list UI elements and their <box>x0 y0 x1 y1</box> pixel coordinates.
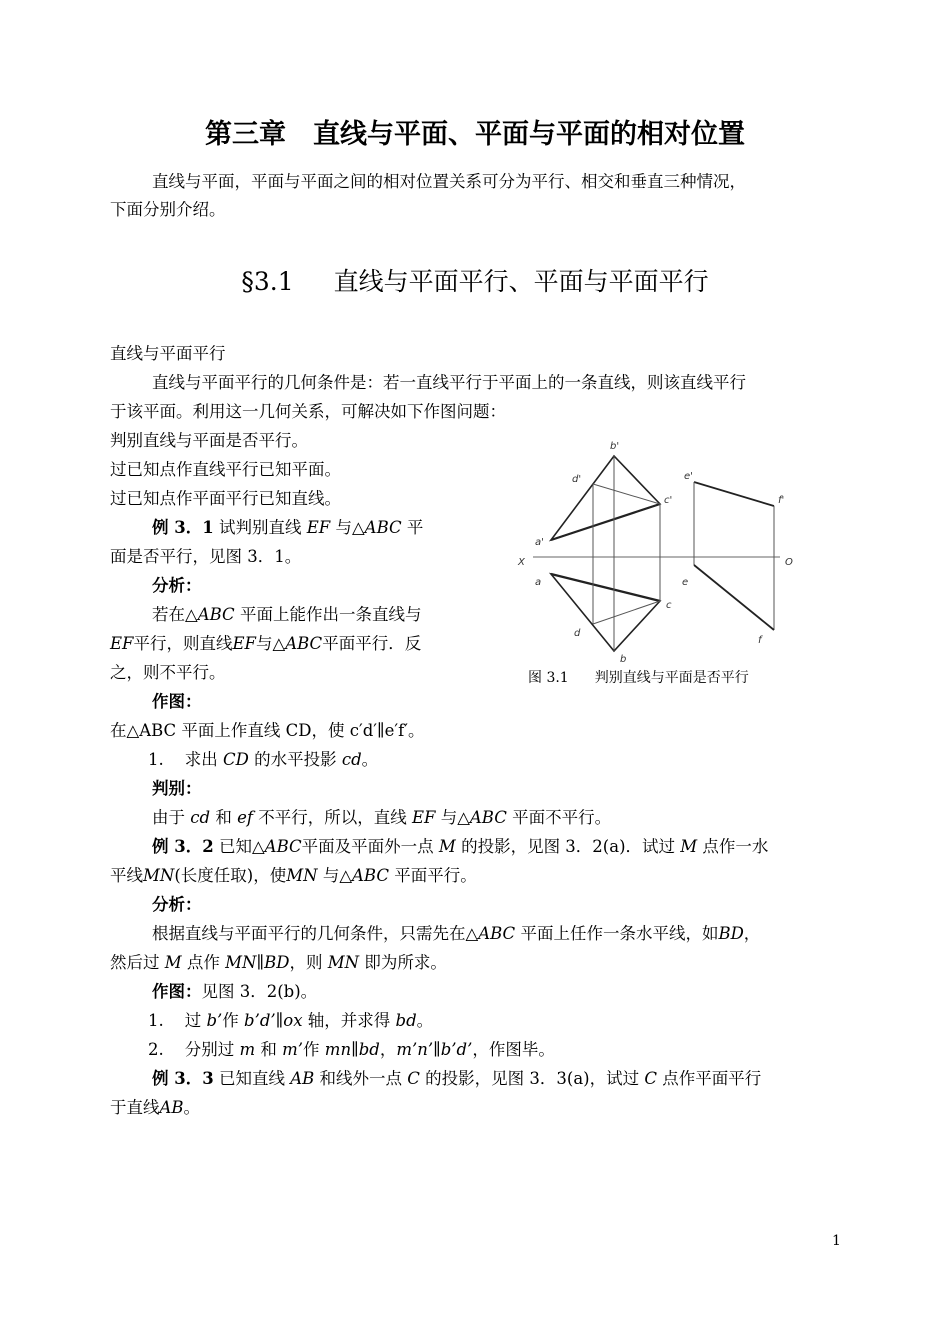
text: MN∥BD <box>225 953 290 972</box>
text: 的投影，见图 3．2(a)．试过 <box>461 837 676 856</box>
text: cd <box>190 808 211 827</box>
triangle-top-view <box>551 574 660 651</box>
text: ABC <box>364 518 402 537</box>
example-2-label: 例 3．2 <box>152 837 214 856</box>
text: 和 <box>215 808 232 827</box>
chapter-title: 第三章 直线与平面、平面与平面的相对位置 <box>205 119 745 150</box>
text: ，则 <box>289 953 323 972</box>
text: M <box>680 837 698 856</box>
label-c-prime: c' <box>664 495 673 506</box>
text: 平面平行．反 <box>322 634 422 653</box>
text: (长度任取)，使 <box>174 866 287 885</box>
text: 于直线 <box>110 1098 160 1117</box>
example-3-label: 例 3．3 <box>152 1069 214 1088</box>
label-e: e <box>682 577 689 588</box>
text: ， <box>379 1040 397 1059</box>
text: 根据直线与平面平行的几何条件，只需先在△ <box>152 924 479 943</box>
text: MN <box>143 866 175 885</box>
intro-line-2: 下面分别介绍。 <box>110 200 226 219</box>
text: ABC <box>197 605 235 624</box>
text: 作 <box>303 1040 320 1059</box>
example-3-line-1 <box>152 1069 761 1089</box>
section-heading <box>0 265 950 299</box>
text: b’ <box>206 1011 223 1030</box>
text: 试判别直线 <box>218 518 302 537</box>
problem-item: 过已知点作平面平行已知直线。 <box>110 489 341 508</box>
example-1-line-1 <box>152 518 423 538</box>
text: ef <box>237 808 253 827</box>
text: 平 <box>406 518 424 537</box>
text: ABC <box>264 837 302 856</box>
line-e-f-prime <box>694 482 774 506</box>
draw-label: 作图： <box>152 982 202 1001</box>
text: 的水平投影 <box>254 750 337 769</box>
text: M <box>164 953 182 972</box>
label-d-prime: d' <box>572 474 582 485</box>
example-1-label: 例 3．1 <box>152 518 214 537</box>
text: 已知直线 <box>218 1069 285 1088</box>
example-2-analysis-line-1 <box>152 924 760 944</box>
triangle-front-view <box>551 456 660 540</box>
condition-line-2: 于该平面。利用这一几何关系，可解决如下作图问题： <box>110 402 506 421</box>
text: mn∥bd <box>324 1040 380 1059</box>
label-a: a <box>535 577 542 588</box>
text: 。 <box>183 1098 201 1117</box>
analysis-label: 分析： <box>152 895 202 914</box>
step-1 <box>148 750 378 770</box>
text: ABC <box>478 924 516 943</box>
figure-caption-text: 判别直线与平面是否平行 <box>594 670 749 686</box>
example-2-line-2 <box>110 866 477 886</box>
text: m’n’∥b’d’ <box>396 1040 473 1059</box>
draw-label: 作图： <box>152 692 202 711</box>
text: 不平行，所以，直线 <box>258 808 407 827</box>
text: 与△ <box>256 634 286 653</box>
text: AB <box>290 1069 315 1088</box>
label-e-prime: e' <box>684 471 693 482</box>
text: 见图 3．2(b)。 <box>201 982 318 1001</box>
text: 若在△ <box>152 605 198 624</box>
text: 然后过 <box>110 953 160 972</box>
draw-line: 在△ABC 平面上作直线 CD，使 c′d′∥e′f′。 <box>110 721 425 740</box>
figure-number: 图 3.1 <box>528 670 569 686</box>
text: 平行，则直线 <box>133 634 233 653</box>
text: 的投影，见图 3．3(a)，试过 <box>425 1069 640 1088</box>
problem-item: 判别直线与平面是否平行。 <box>110 431 308 450</box>
text: C <box>644 1069 657 1088</box>
line-e-f <box>694 565 774 630</box>
text: 轴，并求得 <box>307 1011 391 1030</box>
label-O: O <box>785 557 793 568</box>
analysis-line-2 <box>110 634 421 654</box>
text: 分别过 <box>184 1040 235 1059</box>
analysis-line-1 <box>152 605 421 625</box>
judge-label: 判别： <box>152 779 202 798</box>
text: M <box>438 837 456 856</box>
label-f: f <box>758 635 762 646</box>
text: 由于 <box>152 808 185 827</box>
figure-caption <box>528 669 749 687</box>
text: m’ <box>282 1040 304 1059</box>
edge-a-c <box>551 574 660 601</box>
condition-line-1: 直线与平面平行的几何条件是：若一直线平行于平面上的一条直线，则该直线平行 <box>152 373 746 392</box>
label-a-prime: a' <box>535 537 544 548</box>
text: EF <box>411 808 436 827</box>
text: MN <box>327 953 360 972</box>
text: 已知△ <box>218 837 265 856</box>
text: 与△ <box>335 518 365 537</box>
text: 平面上任作一条水平线，如 <box>520 924 719 943</box>
text: ABC <box>352 866 389 885</box>
text: 和线外一点 <box>319 1069 403 1088</box>
text: 平面不平行。 <box>512 808 612 827</box>
text: 平面及平面外一点 <box>301 837 434 856</box>
label-X: X <box>518 557 525 568</box>
text: 与△ <box>440 808 470 827</box>
example-1-line-2: 面是否平行，见图 3．1。 <box>110 547 302 566</box>
text: EF <box>232 634 256 653</box>
text: C <box>407 1069 420 1088</box>
problem-item: 过已知点作直线平行已知平面。 <box>110 460 341 479</box>
label-b-prime: b' <box>610 441 620 452</box>
step-1 <box>148 1011 433 1031</box>
text: 1. <box>148 750 164 769</box>
text: EF <box>306 518 331 537</box>
step-2 <box>148 1040 555 1060</box>
text: MN <box>286 866 318 885</box>
text: 。 <box>416 1011 434 1030</box>
text: bd <box>395 1011 417 1030</box>
text: 1. <box>148 1011 164 1030</box>
text: 作 <box>222 1011 239 1030</box>
text: AB <box>159 1098 184 1117</box>
text: 与△ <box>322 866 353 885</box>
label-b: b <box>620 654 627 665</box>
text: 点作平面平行 <box>662 1069 762 1088</box>
intro-line-1: 直线与平面，平面与平面之间的相对位置关系可分为平行、相交和垂直三种情况， <box>152 172 746 191</box>
text: 点作 <box>186 953 220 972</box>
label-d: d <box>574 628 581 639</box>
example-2-draw <box>152 982 317 1002</box>
figure-3-1 <box>512 432 812 667</box>
analysis-line-3: 之，则不平行。 <box>110 663 226 682</box>
text: ABC <box>469 808 507 827</box>
text: ABC <box>285 634 323 653</box>
section-number: §3.1 <box>241 267 294 296</box>
analysis-label: 分析： <box>152 576 202 595</box>
example-2-line-1 <box>152 837 768 857</box>
subheading: 直线与平面平行 <box>110 344 226 363</box>
example-3-line-2 <box>110 1098 200 1118</box>
text: 即为所求。 <box>364 953 447 972</box>
text: 和 <box>260 1040 277 1059</box>
page-number: 1 <box>832 1233 841 1249</box>
text: EF <box>110 634 134 653</box>
label-c: c <box>666 600 672 611</box>
text: 过 <box>184 1011 202 1030</box>
text: BD <box>718 924 744 943</box>
text: cd <box>341 750 362 769</box>
text: 。 <box>361 750 379 769</box>
text: ，作图毕。 <box>472 1040 555 1059</box>
judge-line <box>152 808 611 828</box>
text: 求出 <box>184 750 218 769</box>
text: b’d’∥ox <box>244 1011 303 1030</box>
text: 平面平行。 <box>394 866 477 885</box>
text: 2. <box>148 1040 164 1059</box>
label-f-prime: f' <box>778 495 785 506</box>
text: m <box>239 1040 256 1059</box>
section-title: 直线与平面平行、平面与平面平行 <box>333 267 709 296</box>
text: 点作一水 <box>702 837 769 856</box>
text: 平面上能作出一条直线与 <box>239 605 422 624</box>
text: ， <box>743 924 761 943</box>
text: CD <box>222 750 249 769</box>
text: 平线 <box>110 866 143 885</box>
example-2-analysis-line-2 <box>110 953 447 973</box>
edge-a-c-prime <box>551 504 660 540</box>
